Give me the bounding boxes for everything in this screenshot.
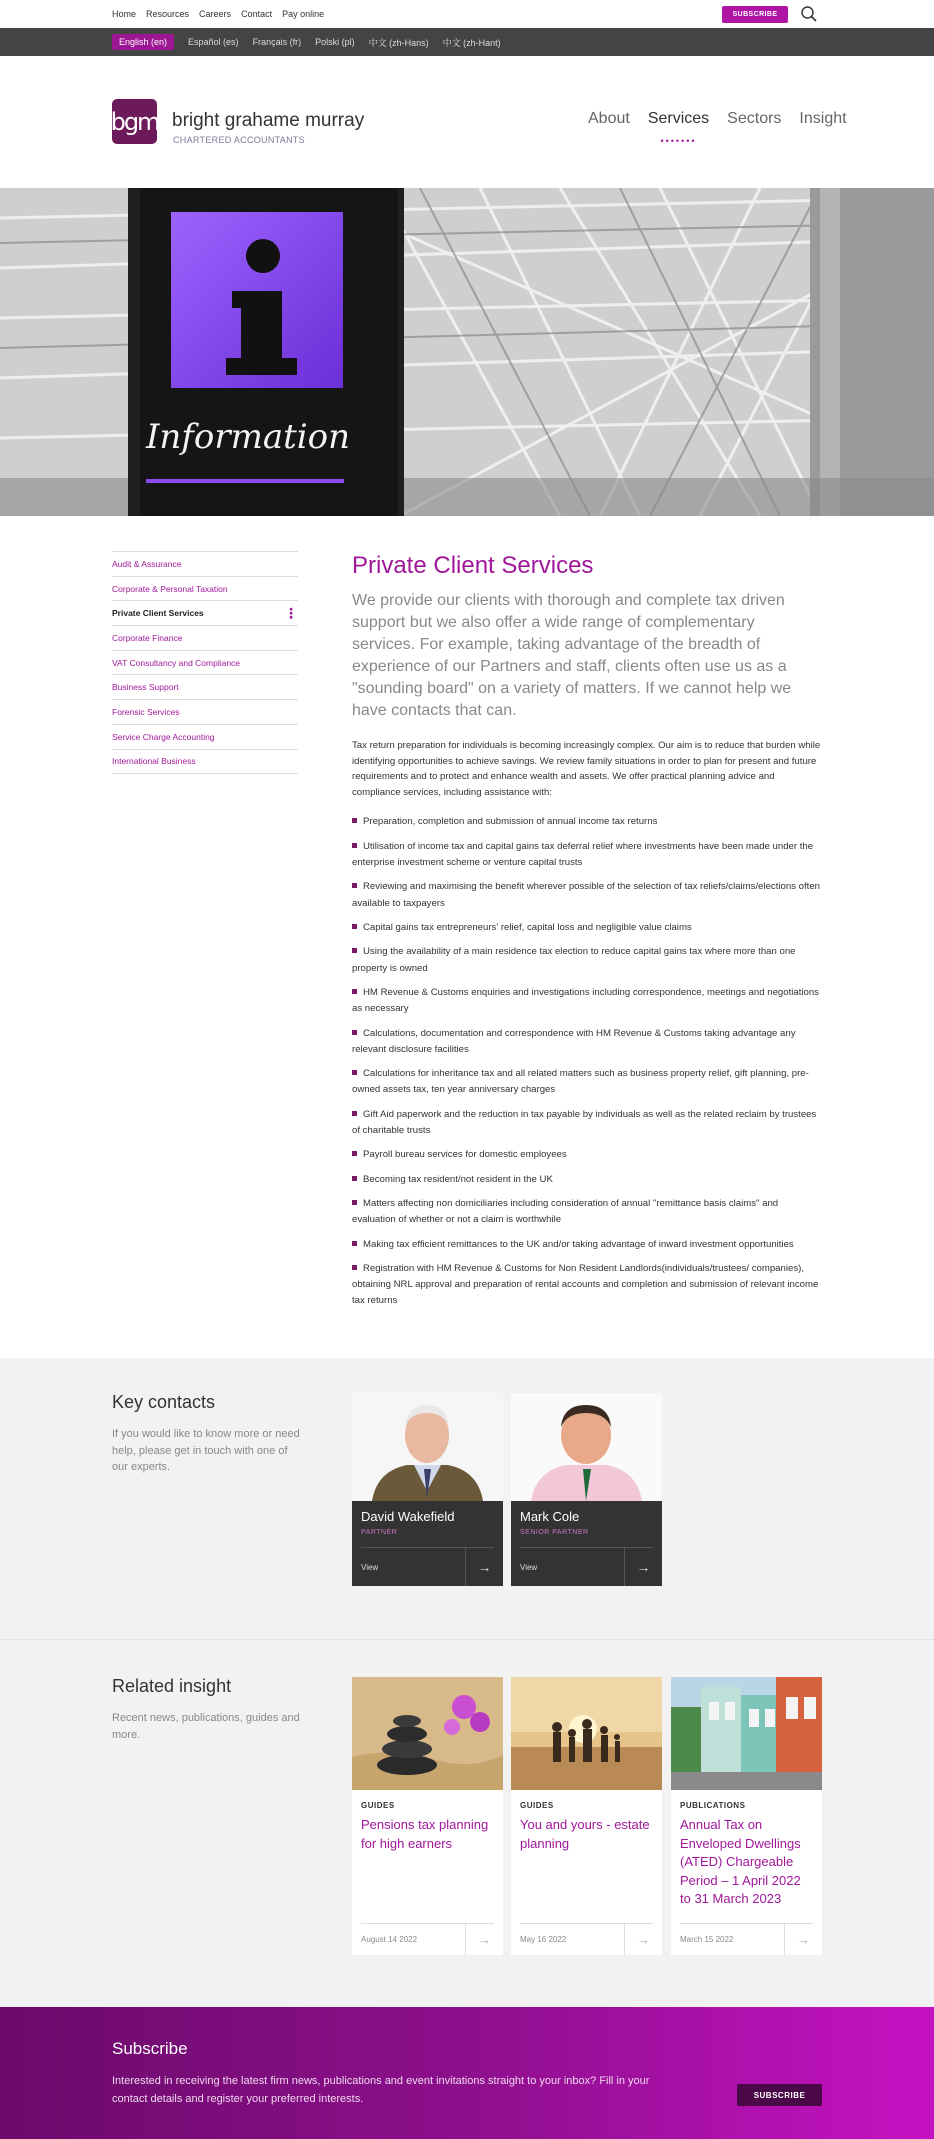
insight-date: March 15 2022 <box>680 1935 734 1944</box>
sidenav-service-charge[interactable]: Service Charge Accounting <box>112 724 298 749</box>
bullet-icon <box>352 1111 357 1116</box>
insight-card[interactable] <box>511 1677 662 1955</box>
utility-links <box>112 9 324 19</box>
key-contacts-text: If you would like to know more or need help, please get in touch with one of our experts. <box>112 1428 300 1473</box>
brand-subtitle: CHARTERED ACCOUNTANTS <box>173 135 305 145</box>
page-title: Private Client Services <box>352 552 594 579</box>
list-item-text: HM Revenue & Customs enquiries and investigations including correspondence, meetings and negotiations as necessary <box>352 986 819 1015</box>
nav-insight[interactable]: Insight <box>799 110 847 127</box>
list-item <box>352 1026 822 1058</box>
lang-pl[interactable]: Polski (pl) <box>315 37 355 47</box>
service-sidenav <box>112 551 298 774</box>
avatar <box>511 1393 662 1501</box>
bullet-icon <box>352 843 357 848</box>
sidenav-corporate-finance[interactable]: Corporate Finance <box>112 625 298 650</box>
sidenav-divider <box>112 773 298 774</box>
contact-role: PARTNER <box>361 1529 398 1536</box>
bullet-icon <box>352 1265 357 1270</box>
utility-link-pay-online[interactable]: Pay online <box>282 9 325 19</box>
language-bar <box>0 28 934 56</box>
hero-image <box>0 188 934 516</box>
avatar <box>352 1393 503 1501</box>
bullet-icon <box>352 1176 357 1181</box>
family-sunset-image <box>511 1677 662 1790</box>
houses-image <box>671 1677 822 1790</box>
list-item <box>352 1172 822 1188</box>
key-contacts-title: Key contacts <box>112 1392 216 1412</box>
list-item-text: Reviewing and maximising the benefit wherever possible of the selection of tax reliefs/claims/elections often available to taxpayers <box>352 881 821 909</box>
subscribe-section <box>0 2007 934 2139</box>
insight-title[interactable]: You and yours - estate planning <box>520 1817 650 1851</box>
bullet-icon <box>352 924 357 929</box>
main-nav <box>588 110 847 146</box>
search-icon[interactable] <box>800 5 818 23</box>
list-item <box>352 985 822 1017</box>
sidenav-forensic[interactable]: Forensic Services <box>112 699 298 724</box>
article-lead: We provide our clients with thorough and complete tax driven support but we also offer a wide range of complementary services. For example, taking advantage of the breadth of experience of our Partners and staff, clients often use us as a "sounding board" on a variety of matters. If we cannot help we have contacts that can. <box>352 592 792 719</box>
utility-link-careers[interactable]: Careers <box>199 9 232 19</box>
arrow-right-icon[interactable]: → <box>624 1548 662 1586</box>
contact-card[interactable] <box>352 1393 503 1586</box>
lang-zh-hans[interactable]: 中文 (zh-Hans) <box>368 37 429 48</box>
sidenav-vat[interactable]: VAT Consultancy and Compliance <box>112 650 298 675</box>
contact-view-link[interactable]: View <box>361 1563 379 1572</box>
arrow-right-icon[interactable]: → <box>784 1924 822 1955</box>
sidenav-taxation[interactable]: Corporate & Personal Taxation <box>112 576 298 601</box>
hero-sign-text: Information <box>145 417 351 457</box>
sidenav-audit[interactable]: Audit & Assurance <box>112 551 298 576</box>
utility-link-contact[interactable]: Contact <box>241 9 273 19</box>
utility-link-resources[interactable]: Resources <box>146 9 190 19</box>
list-item <box>352 1107 822 1139</box>
related-insight-title: Related insight <box>112 1676 232 1696</box>
list-item-text: Calculations for inheritance tax and all related matters such as business property relief, gift planning, pre-owned assets tax, ten year anniversary charges <box>352 1068 809 1096</box>
list-item-text: Gift Aid paperwork and the reduction in tax payable by individuals as well as the related reclaim by trustees of charitable trusts <box>352 1108 817 1136</box>
list-item <box>352 1147 822 1163</box>
list-item-text: Payroll bureau services for domestic employees <box>363 1149 567 1161</box>
list-item <box>352 1261 822 1310</box>
insight-thumbnail <box>352 1677 503 1790</box>
services-list <box>352 814 822 1309</box>
bullet-icon <box>352 818 357 823</box>
insight-category: GUIDES <box>361 1801 395 1810</box>
list-item-text: Registration with HM Revenue & Customs for Non Resident Landlords(individuals/trustees/ companies), obtaining NRL approval and preparation of rental accounts and completion and submission of relevant income tax returns <box>352 1263 819 1307</box>
insight-date: May 16 2022 <box>520 1935 567 1944</box>
contact-card[interactable] <box>511 1393 662 1586</box>
person-photo <box>352 1393 503 1501</box>
list-item <box>352 1237 822 1253</box>
list-item-text: Calculations, documentation and correspondence with HM Revenue & Customs taking advantage any relevant disclosure facilities <box>352 1027 796 1055</box>
list-item <box>352 944 822 976</box>
nav-active-indicator: ••••••• <box>660 136 697 146</box>
related-insight-text: Recent news, publications, guides and more. <box>112 1712 300 1741</box>
list-item <box>352 1196 822 1228</box>
lang-fr[interactable]: Français (fr) <box>252 37 302 47</box>
arrow-right-icon[interactable]: → <box>624 1924 662 1955</box>
insight-title[interactable]: Annual Tax on Enveloped Dwellings (ATED) Chargeable Period – 1 April 2022 to 31 March 2023 <box>680 1817 801 1906</box>
bullet-icon <box>352 989 357 994</box>
lang-es[interactable]: Español (es) <box>188 37 239 47</box>
article <box>352 552 822 1318</box>
contact-view-link[interactable]: View <box>520 1563 538 1572</box>
stones-image <box>352 1677 503 1790</box>
utility-link-home[interactable]: Home <box>112 9 137 19</box>
nav-services[interactable] <box>647 110 710 146</box>
arrow-right-icon[interactable]: → <box>465 1548 503 1586</box>
subscribe-button[interactable]: SUBSCRIBE <box>737 2084 822 2106</box>
lang-en[interactable]: English (en) <box>112 34 174 50</box>
bullet-icon <box>352 948 357 953</box>
insight-category: PUBLICATIONS <box>680 1801 746 1810</box>
bullet-icon <box>352 883 357 888</box>
insight-thumbnail <box>671 1677 822 1790</box>
related-insight-section <box>0 1639 934 2007</box>
hero-illustration <box>0 188 934 516</box>
sidenav-business-support[interactable]: Business Support <box>112 674 298 699</box>
list-item-text: Making tax efficient remittances to the UK and/or taking advantage of inward investment opportunities <box>363 1238 794 1250</box>
list-item <box>352 879 822 911</box>
sidenav-international[interactable]: International Business <box>112 749 298 774</box>
bullet-icon <box>352 1151 357 1156</box>
lang-zh-hant[interactable]: 中文 (zh-Hant) <box>442 37 501 48</box>
list-item-text: Capital gains tax entrepreneurs' relief, capital loss and negligible value claims <box>363 921 692 933</box>
bullet-icon <box>352 1070 357 1075</box>
brand-name[interactable]: bright grahame murray <box>172 110 365 131</box>
insight-card[interactable] <box>671 1677 822 1955</box>
sidenav-private-client[interactable]: Private Client Services ⋮ <box>112 600 298 625</box>
key-contacts-section <box>0 1358 934 1639</box>
insight-title[interactable]: Pensions tax planning for high earners <box>361 1817 489 1851</box>
subscribe-text: Interested in receiving the latest firm news, publications and event invitations straight to your inbox? Fill in your contact details and register your preferred interests. <box>112 2075 650 2105</box>
logo-mark[interactable]: bgm <box>112 99 157 144</box>
nav-about[interactable]: About <box>588 110 630 127</box>
nav-sectors[interactable]: Sectors <box>727 110 782 127</box>
list-item-text: Using the availability of a main residence tax election to reduce capital gains tax where more than one property is owned <box>352 946 796 974</box>
list-item-text: Matters affecting non domiciliaries including consideration of annual "remittance basis claims" and evaluation of whether or not a claim is worthwhile <box>352 1198 779 1226</box>
list-item-text: Preparation, completion and submission of annual income tax returns <box>363 816 658 828</box>
nav-services-label: Services <box>647 110 710 127</box>
list-item-text: Utilisation of income tax and capital gains tax deferral relief where investments have been made under the enterprise investment scheme or venture capital trusts <box>352 840 814 868</box>
subscribe-title: Subscribe <box>112 2039 188 2058</box>
list-item-text: Becoming tax resident/not resident in the UK <box>363 1173 553 1185</box>
contact-name: Mark Cole <box>520 1509 580 1524</box>
list-item <box>352 814 822 830</box>
bullet-icon <box>352 1241 357 1246</box>
insight-thumbnail <box>511 1677 662 1790</box>
arrow-right-icon[interactable]: → <box>465 1924 503 1955</box>
bullet-icon <box>352 1030 357 1035</box>
insight-card[interactable] <box>352 1677 503 1955</box>
list-item <box>352 1066 822 1098</box>
list-item <box>352 839 822 871</box>
person-photo <box>511 1393 662 1501</box>
utility-bar <box>0 0 934 28</box>
list-item <box>352 920 822 936</box>
contact-role: SENIOR PARTNER <box>520 1529 589 1536</box>
contact-name: David Wakefield <box>361 1509 455 1524</box>
insight-date: August 14 2022 <box>361 1935 418 1944</box>
article-body: Tax return preparation for individuals is becoming increasingly complex. Our aim is to reduce that burden while identifying opportunities to achieve savings. We review family situations in order to plan for present and future requirements and to protect and enhance wealth and assets. We offer practical planning advice and compliance services, including assistance with: <box>352 740 821 798</box>
bullet-icon <box>352 1200 357 1205</box>
subscribe-top-button[interactable]: SUBSCRIBE <box>722 6 788 23</box>
insight-category: GUIDES <box>520 1801 554 1810</box>
